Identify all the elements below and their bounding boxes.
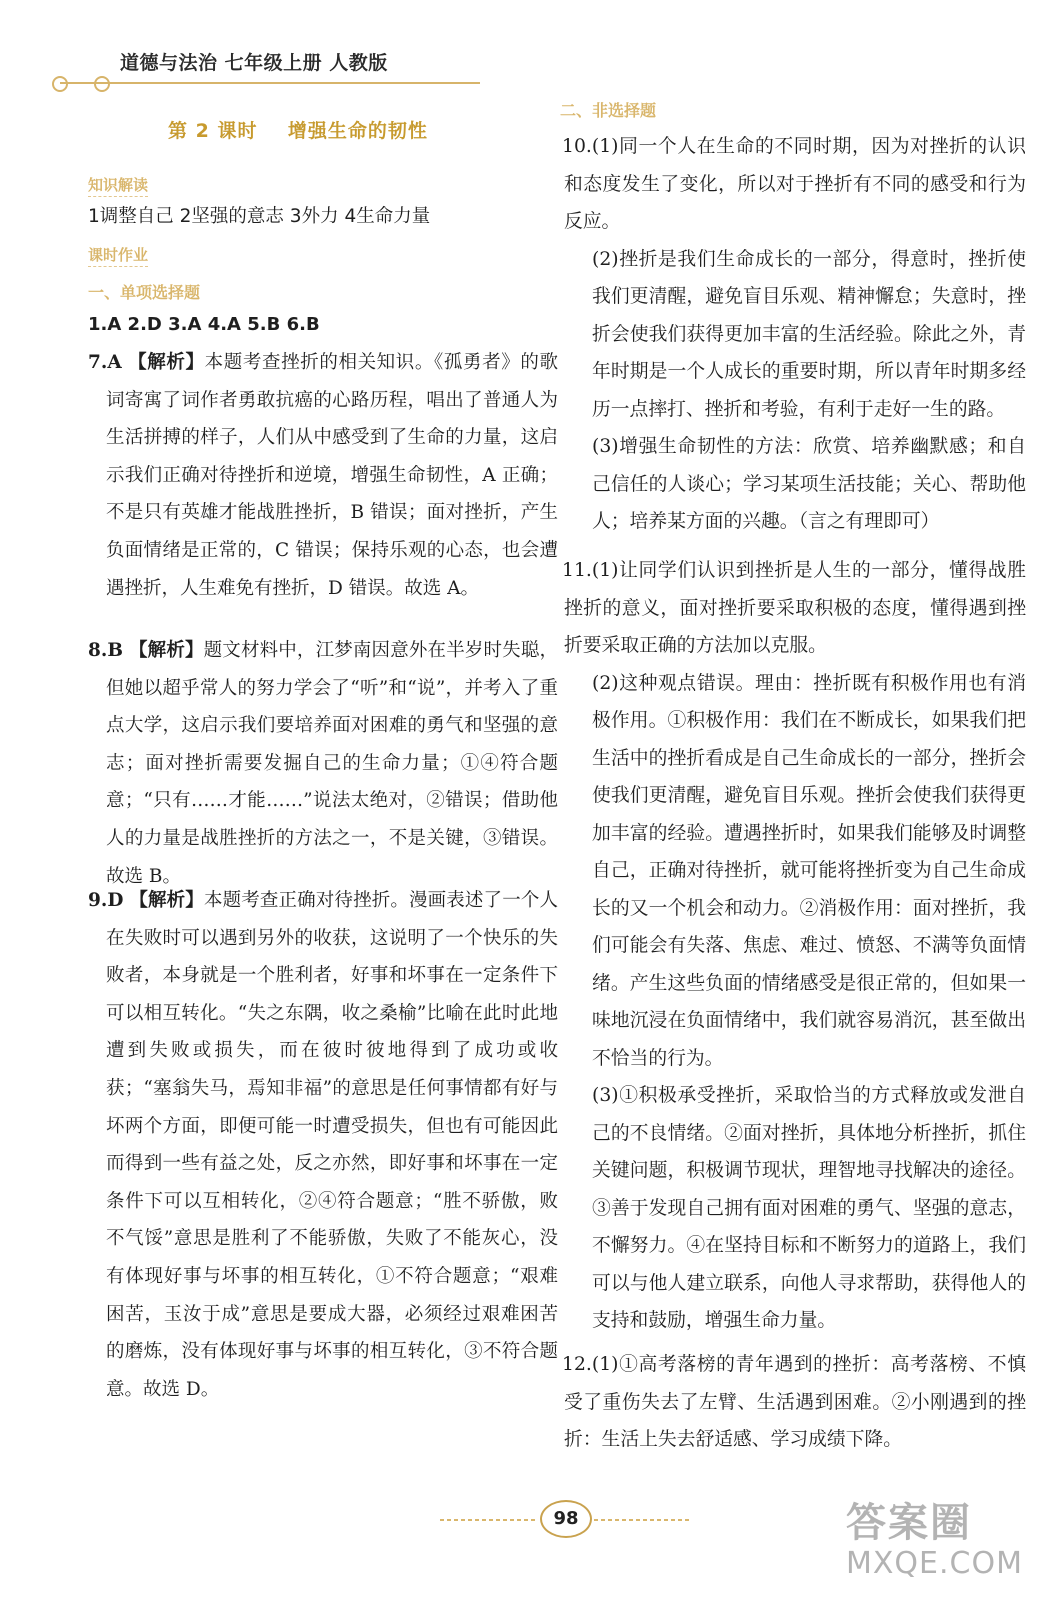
question-8	[88, 632, 558, 895]
analysis-tag: 【解析】	[128, 352, 205, 373]
answer-part: (3)增强生命韧性的方法：欣赏、培养幽默感；和自己信任的人谈心；学习某项生活技能；关心、帮助他人；培养某方面的兴趣。（言之有理即可）	[592, 436, 1026, 532]
watermark-logo	[846, 1500, 1046, 1596]
section-single-choice: 一、单项选择题	[88, 283, 201, 302]
lesson-title: 第 2 课时 增强生命的韧性	[168, 120, 428, 142]
question-number: 9.D	[88, 890, 124, 911]
running-header	[50, 48, 490, 96]
analysis-tag: 【解析】	[129, 890, 204, 911]
header-rule	[60, 82, 480, 84]
footer-rule-left	[440, 1519, 536, 1521]
question-12	[564, 1346, 1026, 1459]
footer-rule-right	[594, 1519, 690, 1521]
section-knowledge: 知识解读	[88, 174, 148, 197]
question-10	[564, 128, 1026, 541]
choice-answers: 1.A 2.D 3.A 4.A 5.B 6.B	[88, 314, 320, 335]
watermark-url: MXQE.COM	[846, 1546, 1023, 1581]
answer-part: (3)①积极承受挫折，采取恰当的方式释放或发泄自己的不良情绪。②面对挫折，具体地分析挫折，抓住关键问题，积极调节现状，理智地寻找解决的途径。③善于发现自己拥有面对困难的勇气、坚强的意志，不懈努力。④在坚持目标和不断努力的道路上，我们可以与他人建立联系，向他人寻求帮助，获得他人的支持和鼓励，增强生命力量。	[592, 1085, 1026, 1331]
question-9	[88, 882, 558, 1408]
watermark-main: 答案圈	[846, 1500, 972, 1546]
question-number: 8.B	[88, 640, 123, 661]
section-non-choice: 二、非选择题	[560, 101, 657, 120]
question-number: 7.A	[88, 352, 122, 373]
answer-part: (1)①高考落榜的青年遇到的挫折：高考落榜、不慎受了重伤失去了左臂、生活遇到困难。②小刚遇到的挫折：生活上失去舒适感、学习成绩下降。	[564, 1354, 1026, 1450]
section-homework: 课时作业	[88, 244, 148, 267]
answer-part: (2)这种观点错误。理由：挫折既有积极作用也有消极作用。①积极作用：我们在不断成长，如果我们把生活中的挫折看成是自己生命成长的一部分，挫折会使我们更清醒，避免盲目乐观。挫折会使我们获得更加丰富的经验。遭遇挫折时，如果我们能够及时调整自己，正确对待挫折，就可能将挫折变为自己生命成长的又一个机会和动力。②消极作用：面对挫折，我们可能会有失落、焦虑、难过、愤怒、不满等负面情绪。产生这些负面的情绪感受是很正常的，但如果一味地沉浸在负面情绪中，我们就容易消沉，甚至做出不恰当的行为。	[592, 672, 1026, 1069]
answer-part: (1)同一个人在生命的不同时期，因为对挫折的认识和态度发生了变化，所以对于挫折有不同的感受和行为反应。	[564, 136, 1026, 232]
question-number: 11.	[562, 560, 592, 581]
knowledge-answers: 1调整自己 2坚强的意志 3外力 4生命力量	[88, 206, 431, 227]
question-number: 12.	[562, 1354, 592, 1375]
answer-part: (2)挫折是我们生命成长的一部分，得意时，挫折使我们更清醒，避免盲目乐观、精神懈怠；失意时，挫折会使我们获得更加丰富的生活经验。除此之外，青年时期是一个人成长的重要时期，所以青年时期多经历一点摔打、挫折和考验，有利于走好一生的路。	[592, 248, 1026, 420]
question-text: 本题考查挫折的相关知识。《孤勇者》的歌词寄寓了词作者勇敢抗癌的心路历程，唱出了普通人为生活拼搏的样子，人们从中感受到了生命的力量，这启示我们正确对待挫折和逆境，增强生命韧性，A 正确；不是只有英雄才能战胜挫折，B 错误；面对挫折，产生负面情绪是正常的，C 错误；保持乐观的心态，也会遭遇挫折，人生难免有挫折，D 错误。故选 A。	[106, 352, 558, 599]
question-7	[88, 344, 558, 607]
question-number: 10.	[562, 136, 592, 157]
question-text: 本题考查正确对待挫折。漫画表述了一个人在失败时可以遇到另外的收获，这说明了一个快乐的失败者，本身就是一个胜利者，好事和坏事在一定条件下可以相互转化。“失之东隅，收之桑榆”比喻在此时此地遭到失败或损失，而在彼时彼地得到了成功或收获；“塞翁失马，焉知非福”的意思是任何事情都有好与坏两个方面，即便可能一时遭受损失，但也有可能因此而得到一些有益之处，反之亦然，即好事和坏事在一定条件下可以互相转化，②④符合题意；“胜不骄傲，败不气馁”意思是胜利了不能骄傲，失败了不能灰心，没有体现好事与坏事的相互转化，①不符合题意；“艰难困苦，玉汝于成”意思是要成大器，必须经过艰难困苦的磨炼，没有体现好事与坏事的相互转化，③不符合题意。故选 D。	[106, 890, 558, 1400]
question-11	[564, 552, 1026, 1340]
page-number: 98	[540, 1500, 592, 1538]
question-text: 题文材料中，江梦南因意外在半岁时失聪，但她以超乎常人的努力学会了“听”和“说”，并考入了重点大学，这启示我们要培养面对困难的勇气和坚强的意志；面对挫折需要发掘自己的生命力量；①④符合题意；“只有……才能……”说法太绝对，②错误；借助他人的力量是战胜挫折的方法之一，不是关键，③错误。故选 B。	[106, 640, 558, 887]
header-ornament-left	[52, 76, 68, 92]
book-title: 道德与法治 七年级上册 人教版	[120, 52, 388, 74]
answer-part: (1)让同学们认识到挫折是人生的一部分，懂得战胜挫折的意义，面对挫折要采取积极的态度，懂得遇到挫折要采取正确的方法加以克服。	[564, 560, 1026, 656]
header-ornament-mid	[94, 76, 110, 92]
analysis-tag: 【解析】	[129, 640, 204, 661]
